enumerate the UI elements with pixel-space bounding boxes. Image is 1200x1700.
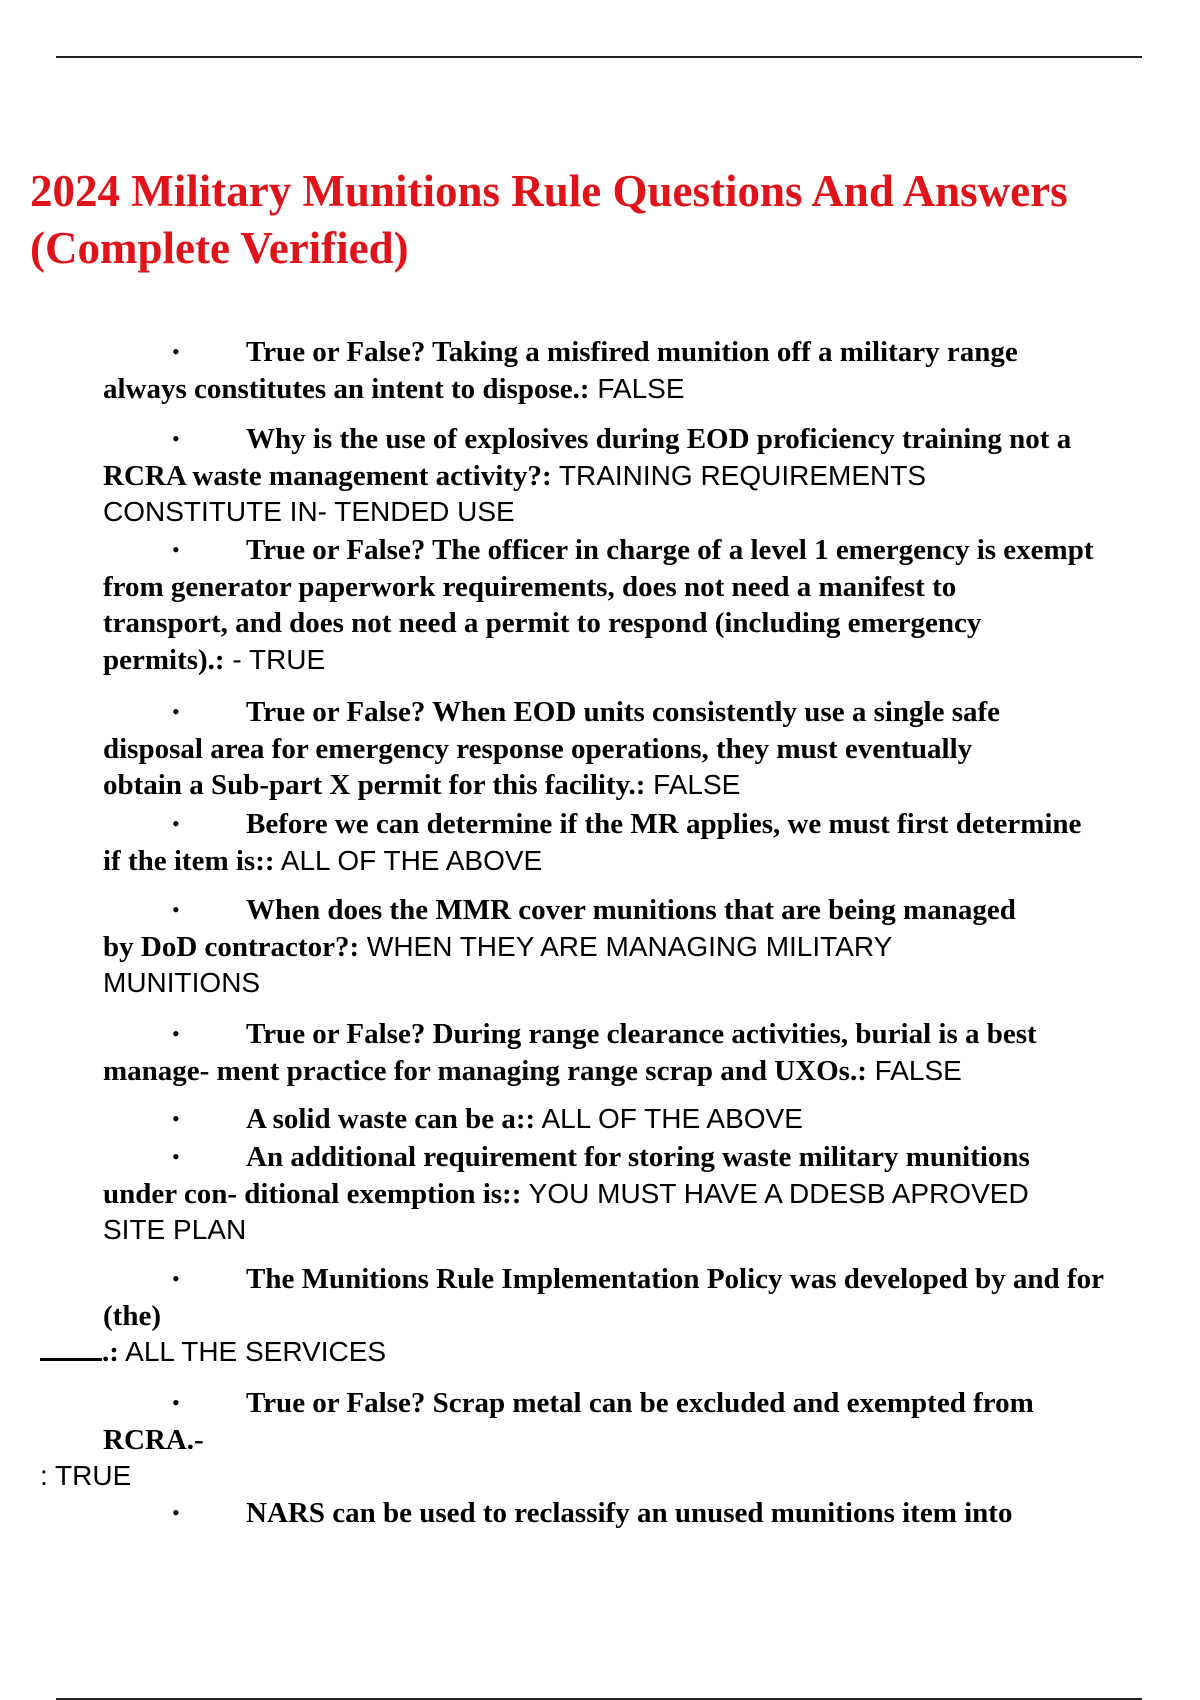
answer-text: FALSE [589, 372, 685, 404]
answer-text: MUNITIONS [103, 967, 261, 998]
question-text: (the) [103, 1299, 161, 1332]
bullet-icon: • [172, 1390, 180, 1415]
question-text: disposal area for emergency response operations, they must eventually [103, 732, 973, 765]
title-line-2: (Complete Verified) [30, 223, 409, 273]
answer-text: ALL OF THE ABOVE [535, 1103, 803, 1134]
bullet-icon: • [172, 1144, 180, 1169]
answer-text: SITE PLAN [103, 1214, 247, 1245]
question-text: always constitutes an intent to dispose.: [103, 372, 590, 405]
question-text: under con- ditional exemption is:: [103, 1177, 522, 1210]
answer-text: ALL THE SERVICES [118, 1336, 387, 1367]
question-text: An additional requirement for storing waste military munitions [246, 1141, 1030, 1173]
question-text: True or False? During range clearance activities, burial is a best [246, 1018, 1037, 1050]
question-text: permits).: [103, 643, 225, 676]
question-text: if the item is:: [103, 844, 275, 877]
answer-text: TRAINING REQUIREMENTS [551, 459, 927, 491]
qa-item-1 [0, 334, 1200, 407]
qa-item-11 [0, 1385, 1200, 1495]
bullet-icon: • [172, 339, 180, 364]
question-text: RCRA waste management activity?: [103, 459, 552, 492]
question-text: .: [102, 1336, 119, 1368]
answer-text: WHEN THEY ARE MANAGING MILITARY [359, 930, 893, 962]
qa-item-6 [0, 892, 1200, 1002]
question-text: A solid waste can be a:: [246, 1103, 536, 1135]
bullet-icon: • [172, 426, 180, 451]
fill-in-blank [40, 1334, 102, 1361]
bullet-icon: • [172, 1021, 180, 1046]
qa-item-7 [0, 1016, 1200, 1089]
title-line-1: 2024 Military Munitions Rule Questions And Answers [30, 166, 1068, 216]
answer-text: CONSTITUTE IN- TENDED USE [103, 496, 515, 527]
question-text: True or False? Scrap metal can be excluded and exempted from [246, 1387, 1034, 1419]
top-divider [56, 56, 1142, 58]
question-text: When does the MMR cover munitions that are being managed [246, 894, 1016, 926]
qa-item-8 [0, 1101, 1200, 1138]
question-text: True or False? The officer in charge of a level 1 emergency is exempt [246, 534, 1094, 566]
bullet-icon: • [172, 897, 180, 922]
answer-text: FALSE [645, 769, 741, 800]
question-text: True or False? Taking a misfired munition off a military range [246, 336, 1018, 368]
question-text: RCRA.- [103, 1423, 204, 1456]
document-title [30, 163, 1180, 277]
question-text: NARS can be used to reclassify an unused munitions item into [246, 1497, 1013, 1529]
question-text: obtain a Sub-part X permit for this facility.: [103, 769, 646, 801]
bullet-icon: • [172, 537, 180, 562]
answer-text: : TRUE [40, 1460, 132, 1491]
answer-text: YOU MUST HAVE A DDESB APROVED [521, 1177, 1029, 1209]
qa-item-9 [0, 1139, 1200, 1249]
answer-text: FALSE [866, 1054, 962, 1086]
answer-text: ALL OF THE ABOVE [274, 844, 543, 876]
bullet-icon: • [172, 699, 180, 724]
bullet-icon: • [172, 1106, 180, 1131]
question-text: Before we can determine if the MR applies, we must first determine [246, 808, 1082, 840]
qa-item-12 [0, 1495, 1200, 1532]
question-text: transport, and does not need a permit to respond (including emergency [103, 607, 982, 639]
question-text: from generator paperwork requirements, does not need a manifest to [103, 570, 957, 603]
answer-text: - TRUE [224, 643, 326, 675]
question-text: Why is the use of explosives during EOD proficiency training not a [246, 423, 1072, 455]
question-text: by DoD contractor?: [103, 930, 360, 963]
qa-item-5 [0, 806, 1200, 879]
question-text: manage- ment practice for managing range scrap and UXOs.: [103, 1054, 867, 1087]
qa-item-4 [0, 694, 1200, 804]
qa-item-3 [0, 532, 1200, 678]
bullet-icon: • [172, 811, 180, 836]
bullet-icon: • [172, 1266, 180, 1291]
question-text: The Munitions Rule Implementation Policy was developed by and for [246, 1263, 1104, 1295]
question-text: True or False? When EOD units consistently use a single safe [246, 696, 1001, 728]
qa-item-2 [0, 421, 1200, 531]
bullet-icon: • [172, 1500, 180, 1525]
qa-item-10 [0, 1261, 1200, 1371]
